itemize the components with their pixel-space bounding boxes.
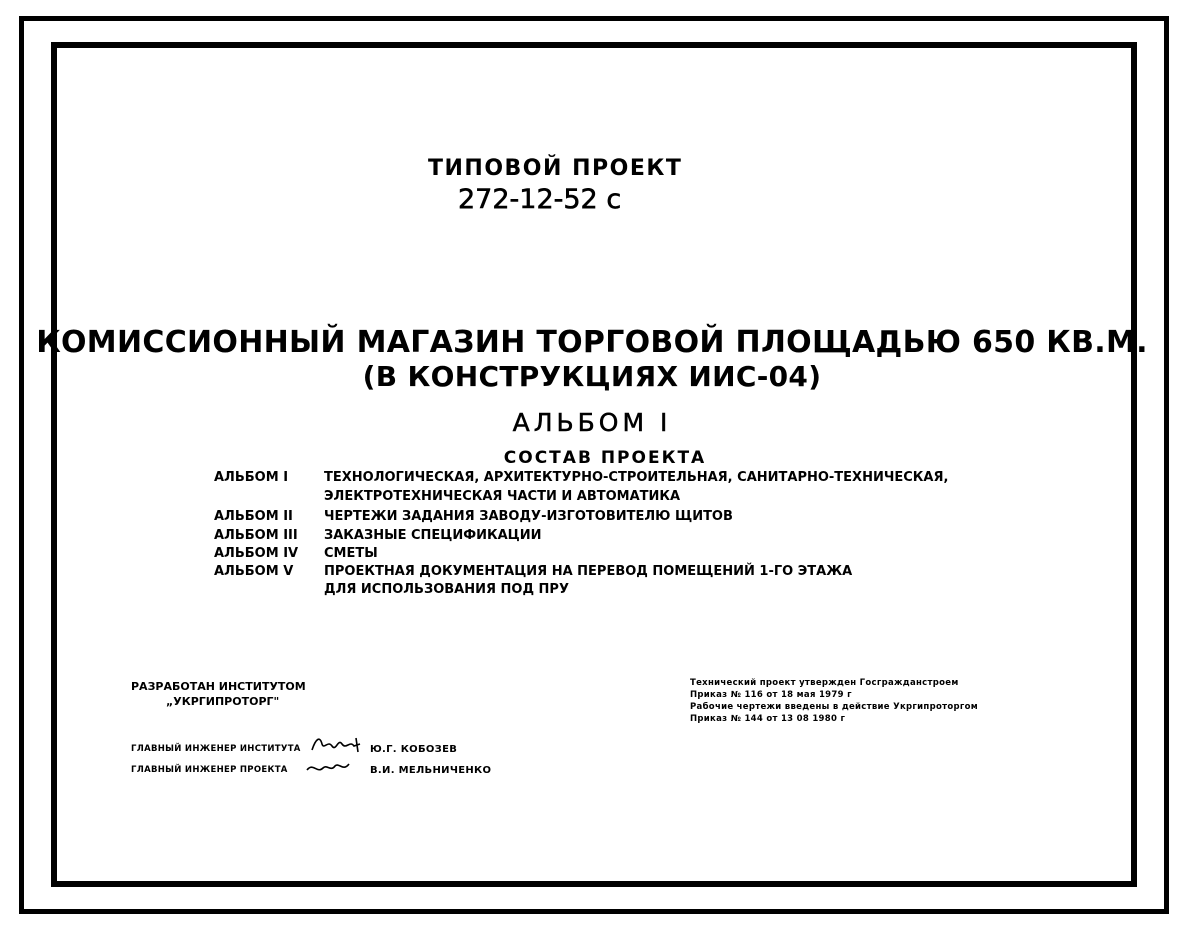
album-description: ТЕХНОЛОГИЧЕСКАЯ, АРХИТЕКТУРНО-СТРОИТЕЛЬНАЯ, САНИТАРНО-ТЕХНИЧЕСКАЯ, xyxy=(324,470,949,485)
approval-line: Технический проект утвержден Госгражданстроем xyxy=(690,678,959,688)
album-description-cont: ЭЛЕКТРОТЕХНИЧЕСКАЯ ЧАСТИ И АВТОМАТИКА xyxy=(324,489,681,504)
signature-chief-engineer-institute xyxy=(310,734,370,756)
project-number: 272-12-52 с xyxy=(458,184,622,215)
album-description: ЗАКАЗНЫЕ СПЕЦИФИКАЦИИ xyxy=(324,528,542,543)
approval-line: Приказ № 116 от 18 мая 1979 г xyxy=(690,690,852,700)
signatory-name: Ю.Г. КОБОЗЕВ xyxy=(370,744,458,755)
album-label: АЛЬБОМ I xyxy=(214,470,289,485)
album-description: СМЕТЫ xyxy=(324,546,378,561)
signature-chief-engineer-project xyxy=(305,758,355,778)
album-description: ПРОЕКТНАЯ ДОКУМЕНТАЦИЯ НА ПЕРЕВОД ПОМЕЩЕНИЙ 1-ГО ЭТАЖА xyxy=(324,564,853,579)
album-label: АЛЬБОМ IV xyxy=(214,546,299,561)
signatory-name: В.И. МЕЛЬНИЧЕНКО xyxy=(370,765,492,776)
album-description-cont: ДЛЯ ИСПОЛЬЗОВАНИЯ ПОД ПРУ xyxy=(324,582,569,597)
album-label: АЛЬБОМ II xyxy=(214,509,293,524)
developer-label: РАЗРАБОТАН ИНСТИТУТОМ xyxy=(131,680,306,693)
signatory-role: ГЛАВНЫЙ ИНЖЕНЕР ИНСТИТУТА xyxy=(131,744,301,754)
composition-heading: СОСТАВ ПРОЕКТА xyxy=(503,448,707,468)
project-type-label: ТИПОВОЙ ПРОЕКТ xyxy=(428,156,683,181)
signatory-role: ГЛАВНЫЙ ИНЖЕНЕР ПРОЕКТА xyxy=(131,765,288,775)
approval-line: Приказ № 144 от 13 08 1980 г xyxy=(690,714,846,724)
album-heading: АЛЬБОМ I xyxy=(512,408,672,437)
album-label: АЛЬБОМ III xyxy=(214,528,298,543)
developer-institute: „УКРГИПРОТОРГ" xyxy=(166,695,280,708)
document-title-line-1: КОМИССИОННЫЙ МАГАЗИН ТОРГОВОЙ ПЛОЩАДЬЮ 650 КВ.М. xyxy=(36,325,1148,360)
album-label: АЛЬБОМ V xyxy=(214,564,294,579)
album-description: ЧЕРТЕЖИ ЗАДАНИЯ ЗАВОДУ-ИЗГОТОВИТЕЛЮ ЩИТОВ xyxy=(324,509,733,524)
document-title-line-2: (В КОНСТРУКЦИЯХ ИИС-04) xyxy=(362,360,822,393)
approval-line: Рабочие чертежи введены в действие Укргипроторгом xyxy=(690,702,979,712)
